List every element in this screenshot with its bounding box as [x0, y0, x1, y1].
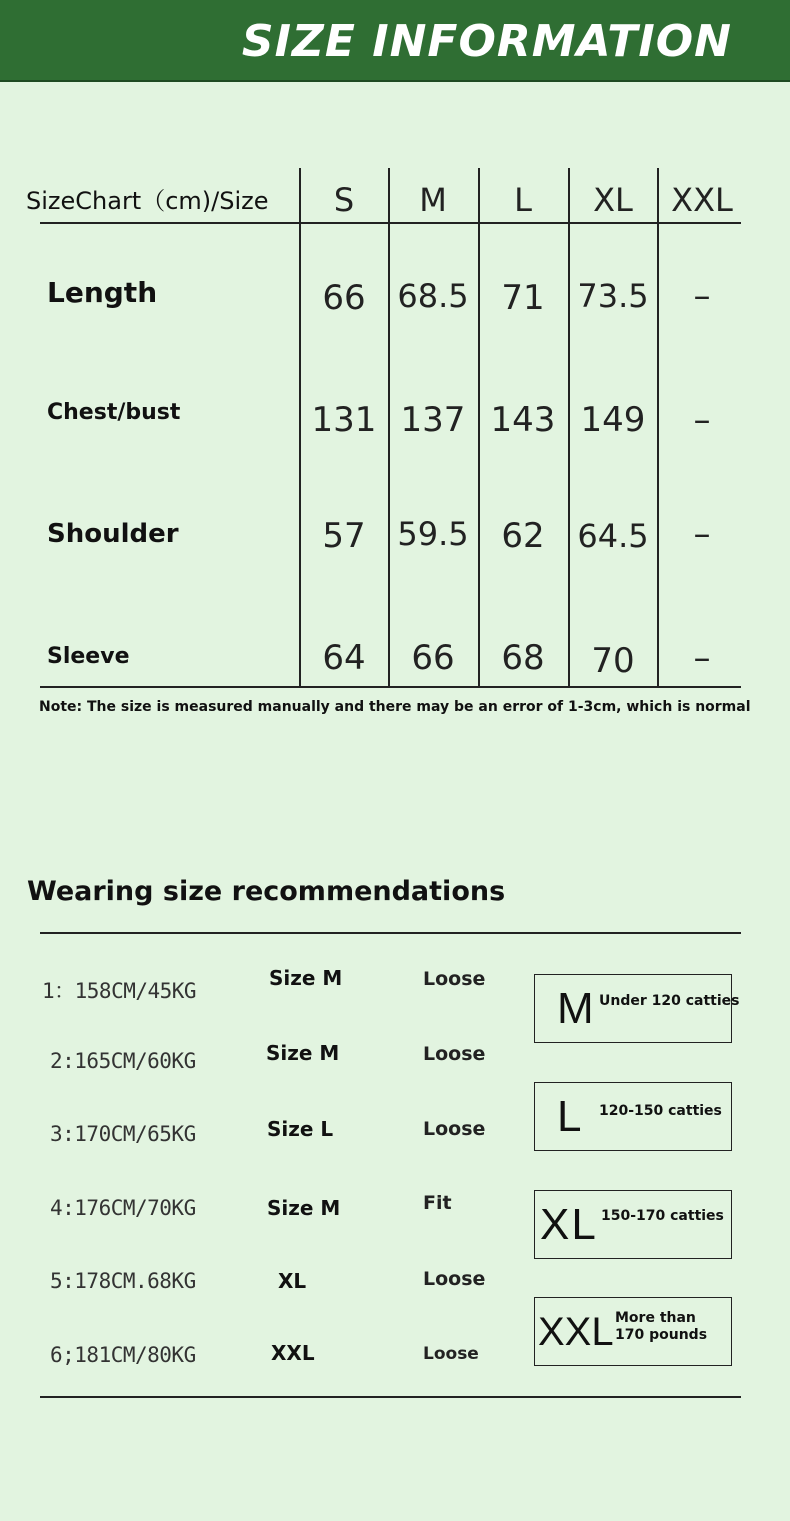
fit-type: Loose [423, 1268, 486, 1290]
fit-type: Fit [423, 1192, 452, 1214]
table-cell: 68.5 [397, 277, 469, 315]
weight-guide-size: L [557, 1092, 582, 1141]
recommended-size: Size M [266, 1041, 340, 1065]
person-measurement: 4:176CM/70KG [50, 1196, 196, 1220]
table-cell: 71 [501, 278, 545, 318]
column-header-l: L [514, 181, 532, 219]
recommended-size: XXL [271, 1341, 315, 1365]
weight-guide-size: XXL [538, 1310, 614, 1354]
table-cell: 137 [400, 400, 466, 440]
table-cell: – [693, 400, 711, 440]
table-cell: 59.5 [397, 515, 469, 553]
fit-type: Loose [423, 1344, 479, 1364]
row-label-sleeve: Sleeve [47, 644, 130, 669]
table-header-rule [40, 222, 741, 224]
column-header-xl: XL [593, 181, 633, 219]
table-cell: 64 [322, 638, 366, 678]
weight-guide-box-l [534, 1082, 732, 1151]
row-label-shoulder: Shoulder [47, 519, 179, 549]
table-cell: 64.5 [577, 517, 649, 555]
column-header-xxl: XXL [671, 181, 733, 219]
weight-guide-box-xxl [534, 1297, 732, 1366]
weight-guide-range: 150-170 catties [601, 1208, 724, 1224]
table-cell: 68 [501, 638, 545, 678]
recommended-size: Size M [267, 1196, 341, 1220]
recommended-size: XL [278, 1269, 307, 1293]
table-bottom-rule [40, 686, 741, 688]
person-measurement: 1：158CM/45KG [42, 979, 197, 1003]
table-cell: 70 [591, 641, 635, 681]
table-cell: – [693, 514, 711, 554]
recommendations-bottom-rule [40, 1396, 741, 1398]
weight-guide-range: Under 120 catties [599, 993, 740, 1009]
fit-type: Loose [423, 1118, 486, 1140]
recommended-size: Size L [267, 1117, 334, 1141]
column-header-s: S [333, 181, 355, 219]
recommendations-top-rule [40, 932, 741, 934]
weight-guide-size: M [557, 984, 594, 1033]
size-chart-corner-label: SizeChart（cm)/Size [26, 187, 269, 215]
weight-guide-box-m [534, 974, 740, 1043]
table-cell: 66 [411, 638, 455, 678]
recommended-size: Size M [269, 966, 343, 990]
weight-guide-range: 120-150 catties [599, 1103, 722, 1119]
fit-type: Loose [423, 968, 486, 990]
table-cell: 66 [322, 278, 366, 318]
table-cell: 62 [501, 516, 545, 556]
table-cell: 73.5 [577, 277, 649, 315]
table-cell: – [693, 276, 711, 316]
weight-guide-size: XL [540, 1200, 598, 1249]
person-measurement: 5:178CM.68KG [50, 1269, 196, 1293]
table-cell: 149 [580, 400, 646, 440]
weight-guide-range: More than 170 pounds [615, 1310, 708, 1343]
table-cell: – [693, 638, 711, 678]
fit-type: Loose [423, 1043, 486, 1065]
person-measurement: 3:170CM/65KG [50, 1122, 196, 1146]
person-measurement: 2:165CM/60KG [50, 1049, 196, 1073]
size-chart-table [0, 0, 790, 740]
measurement-note: Note: The size is measured manually and there may be an error of 1-3cm, which is normal [39, 699, 751, 715]
table-cell: 57 [322, 516, 366, 556]
table-cell: 131 [311, 400, 377, 440]
table-cell: 143 [490, 400, 556, 440]
page-title: SIZE INFORMATION [241, 16, 732, 67]
column-header-m: M [419, 181, 447, 219]
row-label-chest: Chest/bust [47, 400, 181, 425]
weight-guide-box-xl [534, 1190, 732, 1259]
recommendations-title: Wearing size recommendations [27, 876, 506, 907]
row-label-length: Length [47, 276, 158, 309]
person-measurement: 6;181CM/80KG [50, 1343, 196, 1367]
